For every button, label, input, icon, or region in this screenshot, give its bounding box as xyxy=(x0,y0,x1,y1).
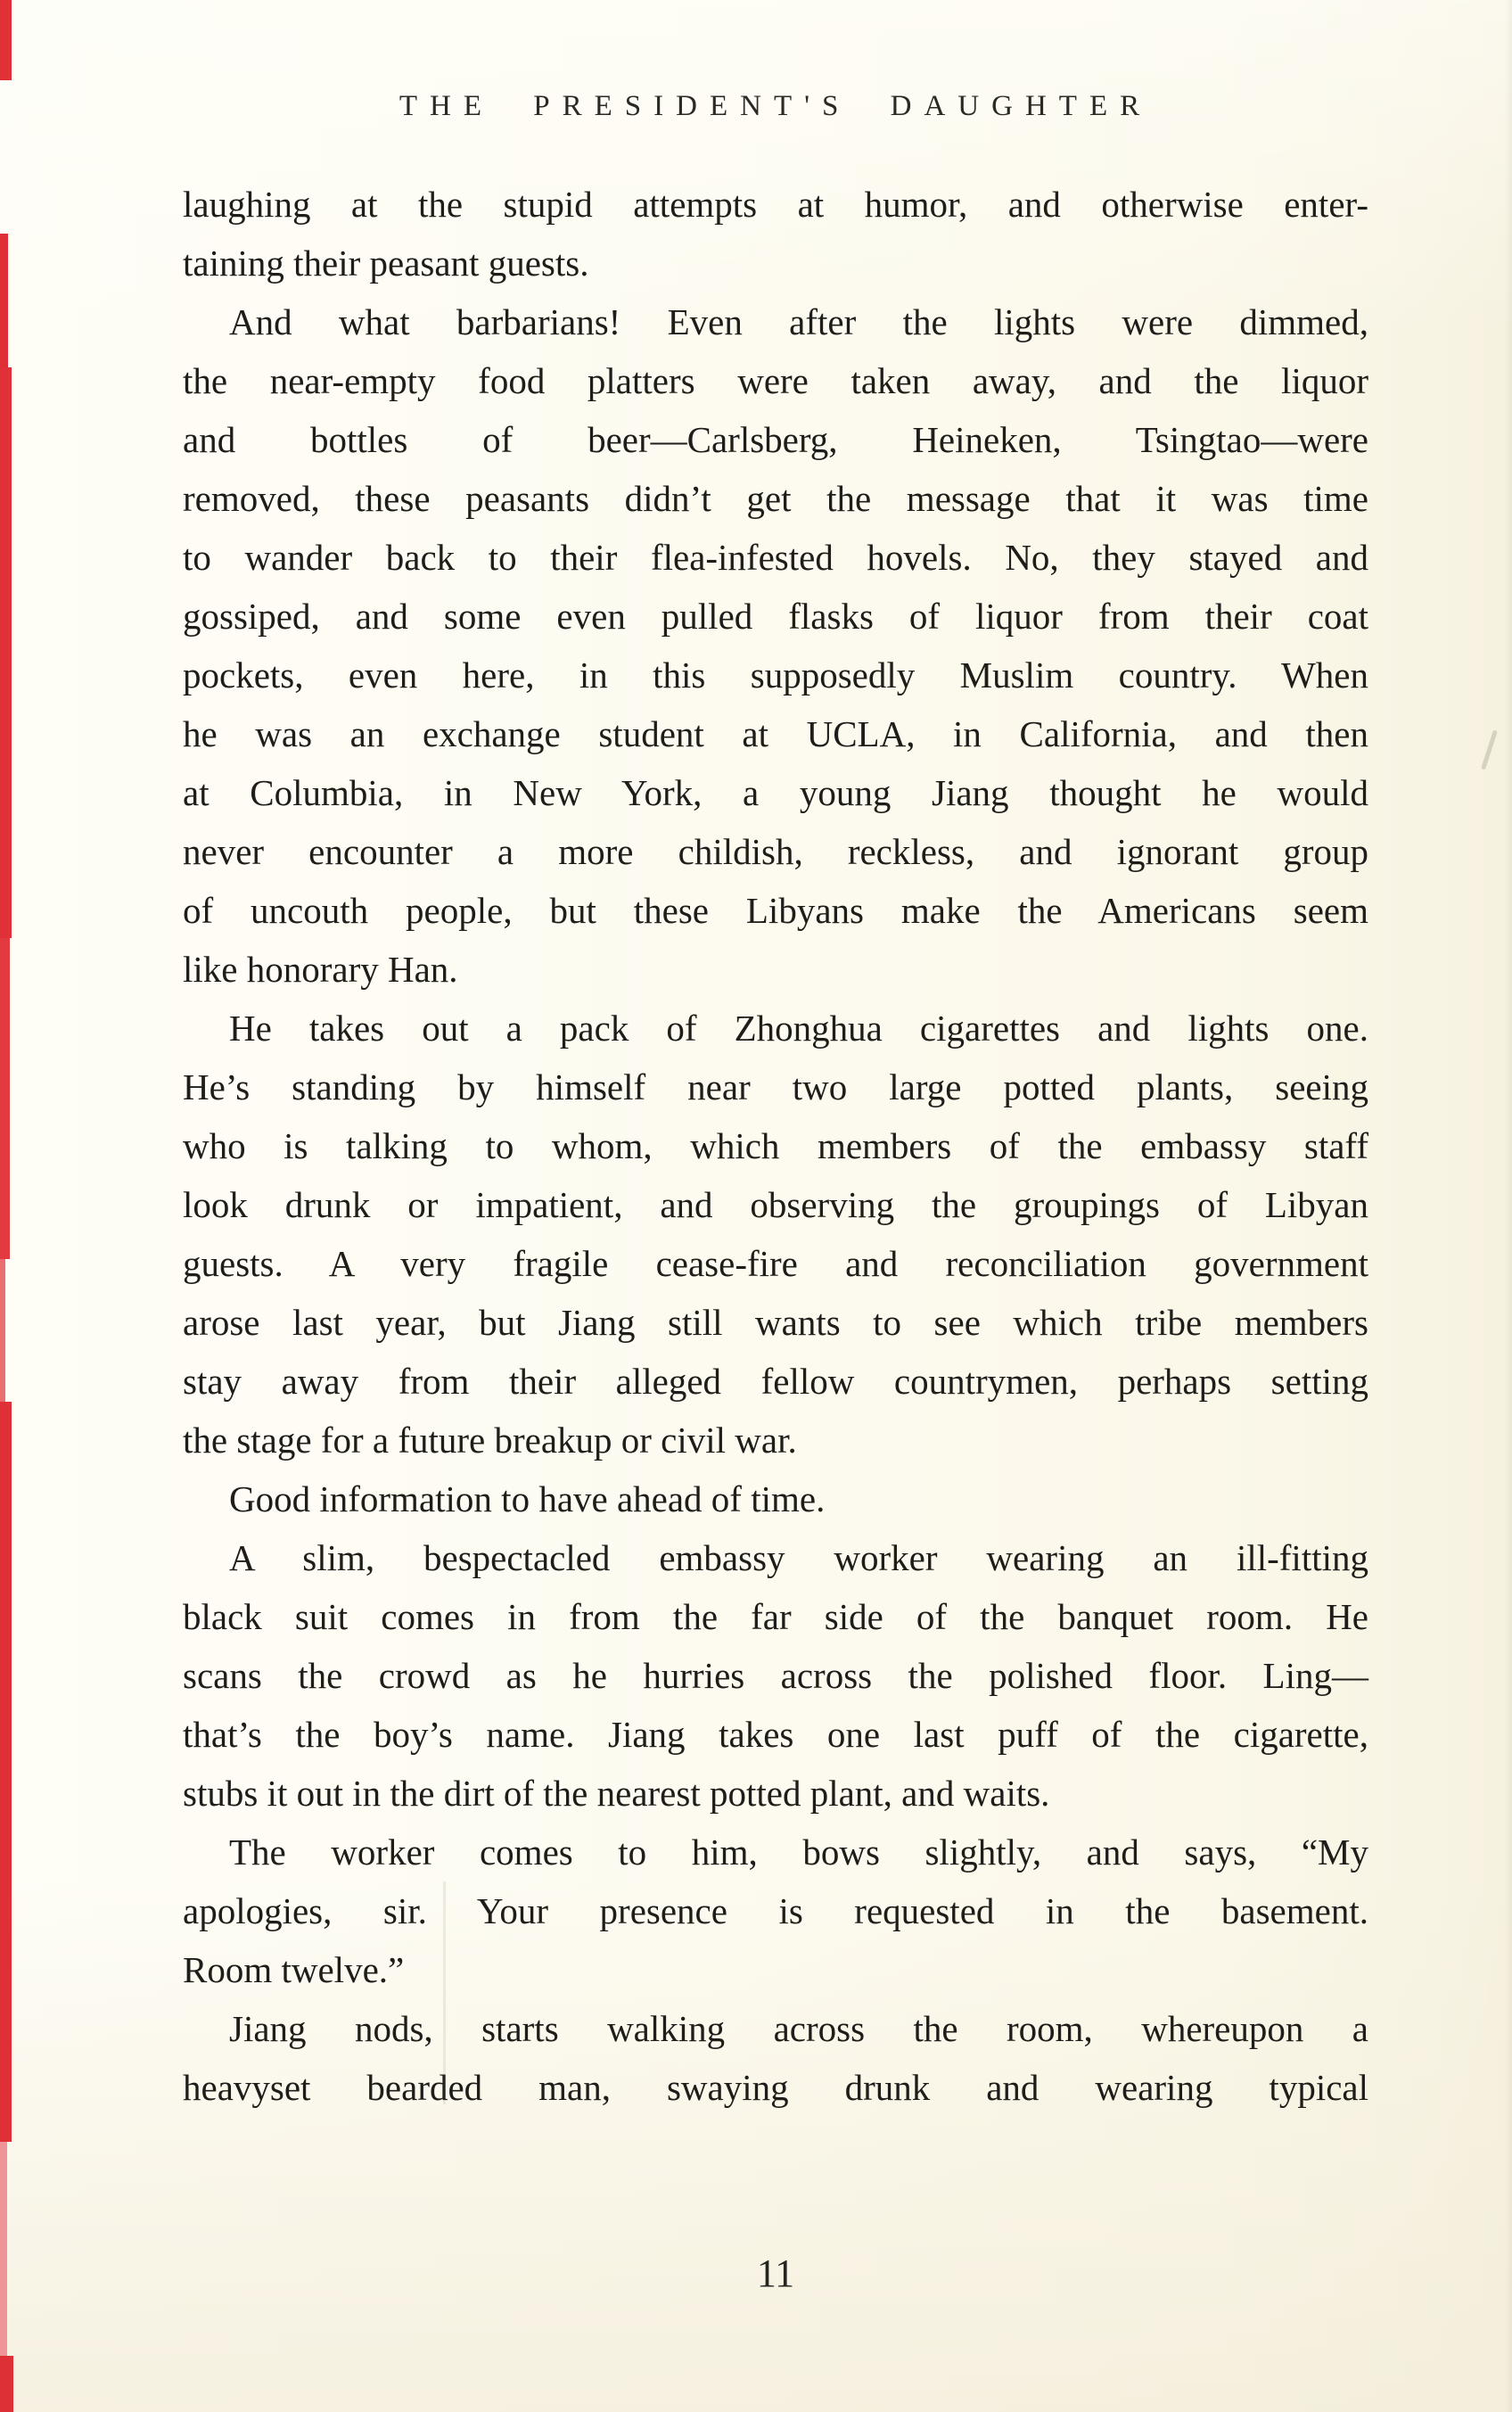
paragraph xyxy=(183,1823,1368,1999)
scan-crease xyxy=(443,1881,446,2104)
body-line: stubs it out in the dirt of the nearest potted plant, and waits. xyxy=(183,1773,1050,1814)
body-line: Jiang nods, starts walking across the room, whereupon a xyxy=(229,2008,1368,2049)
paragraph xyxy=(183,292,1368,999)
body-line: gossiped, and some even pulled flasks of liquor from their coat xyxy=(183,596,1368,637)
body-line: at Columbia, in New York, a young Jiang thought he would xyxy=(183,772,1368,813)
body-line: black suit comes in from the far side of the banquet room. He xyxy=(183,1596,1368,1637)
paragraph xyxy=(183,1469,1368,1528)
body-line: A slim, bespectacled embassy worker wearing an ill-fitting xyxy=(229,1537,1368,1578)
paragraph xyxy=(183,1528,1368,1823)
body-line: the near-empty food platters were taken away, and the liquor xyxy=(183,360,1368,401)
body-line: He takes out a pack of Zhonghua cigarettes and lights one. xyxy=(229,1008,1368,1049)
body-line: and bottles of beer—Carlsberg, Heineken, Tsingtao—were xyxy=(183,419,1368,460)
page-number: 11 xyxy=(756,2251,795,2295)
body-line: Good information to have ahead of time. xyxy=(229,1478,826,1519)
body-line: that’s the boy’s name. Jiang takes one last puff of the cigarette, xyxy=(183,1714,1368,1755)
body-line: guests. A very fragile cease-fire and reconciliation government xyxy=(183,1243,1368,1284)
body-line: He’s standing by himself near two large potted plants, seeing xyxy=(183,1066,1368,1107)
body-line: who is talking to whom, which members of the embassy staff xyxy=(183,1125,1368,1166)
body-line: of uncouth people, but these Libyans make the Americans seem xyxy=(183,890,1368,931)
body-line: the stage for a future breakup or civil war. xyxy=(183,1420,797,1461)
body-line: The worker comes to him, bows slightly, and says, “My xyxy=(229,1832,1368,1873)
body-line: look drunk or impatient, and observing the groupings of Libyan xyxy=(183,1184,1368,1225)
body-line: scans the crowd as he hurries across the polished floor. Ling— xyxy=(183,1655,1368,1696)
body-line: And what barbarians! Even after the lights were dimmed, xyxy=(229,301,1368,342)
paragraph xyxy=(183,999,1368,1469)
page-edge-stain-segment xyxy=(0,1259,5,1402)
scan-smudge xyxy=(1481,729,1498,770)
body-text xyxy=(183,175,1368,2117)
body-line: pockets, even here, in this supposedly Muslim country. When xyxy=(183,654,1368,696)
body-line: he was an exchange student at UCLA, in California, and then xyxy=(183,713,1368,754)
page-edge-stain-segment xyxy=(0,938,10,1259)
page-edge-stain xyxy=(0,0,18,2412)
body-line: taining their peasant guests. xyxy=(183,243,589,284)
body-line: stay away from their alleged fellow countrymen, perhaps setting xyxy=(183,1361,1368,1402)
scan-edge-shadow xyxy=(1505,0,1512,2412)
body-line: arose last year, but Jiang still wants to see which tribe members xyxy=(183,1302,1368,1343)
body-line: removed, these peasants didn’t get the message that it was time xyxy=(183,478,1368,519)
body-line: laughing at the stupid attempts at humor, and otherwise enter- xyxy=(183,184,1368,225)
page-edge-stain-segment xyxy=(0,1402,12,2142)
body-line: Room twelve.” xyxy=(183,1949,405,1990)
running-header: THE PRESIDENT'S DAUGHTER xyxy=(399,90,1153,122)
paragraph xyxy=(183,1999,1368,2117)
page-edge-stain-segment xyxy=(0,0,12,80)
paragraph xyxy=(183,175,1368,292)
page-edge-stain-segment xyxy=(0,2356,13,2412)
page-edge-stain-segment xyxy=(0,2142,7,2356)
body-line: apologies, sir. Your presence is requested in the basement. xyxy=(183,1890,1368,1931)
body-line: never encounter a more childish, reckless, and ignorant group xyxy=(183,831,1368,872)
body-line: to wander back to their flea-infested hovels. No, they stayed and xyxy=(183,537,1368,578)
body-line: heavyset bearded man, swaying drunk and wearing typical xyxy=(183,2067,1368,2108)
page-edge-stain-segment xyxy=(0,367,12,938)
body-line: like honorary Han. xyxy=(183,949,458,990)
page-edge-stain-segment xyxy=(0,234,8,367)
